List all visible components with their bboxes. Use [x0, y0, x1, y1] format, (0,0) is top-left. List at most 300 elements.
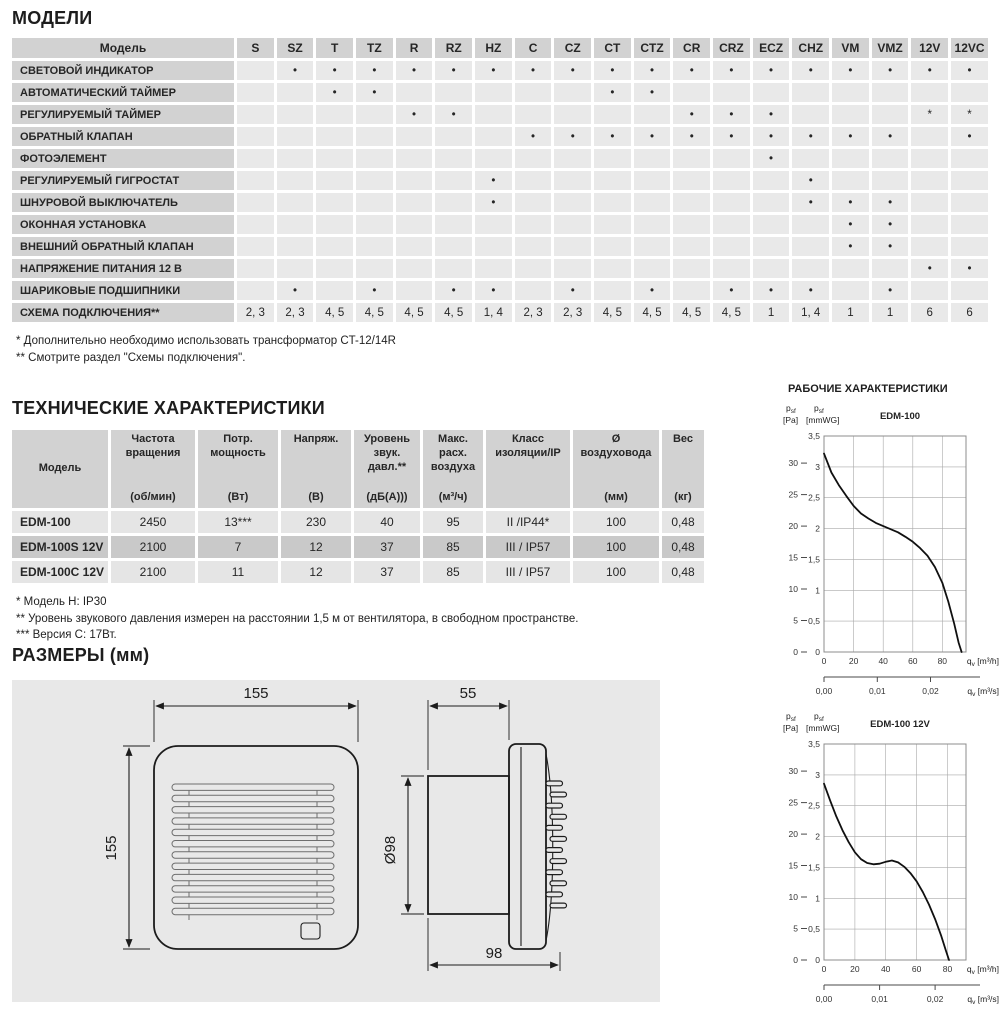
svg-text:20: 20: [850, 964, 860, 974]
model-column-header: VMZ: [872, 38, 909, 58]
svg-text:0,00: 0,00: [815, 994, 833, 1004]
tech-header-name: Уровень звук. давл.**: [363, 433, 410, 473]
dimensions-section: [12, 645, 662, 1002]
feature-row-label: ШАРИКОВЫЕ ПОДШИПНИКИ: [12, 281, 234, 300]
feature-cell: [237, 83, 274, 102]
tech-value-cell: 2450: [111, 511, 195, 533]
tech-model-cell: EDM-100S 12V: [12, 536, 108, 558]
front-width-label: 155: [243, 685, 269, 702]
feature-cell: [713, 83, 750, 102]
feature-cell: •: [753, 127, 790, 146]
model-column-header: CTZ: [634, 38, 671, 58]
feature-row-label: АВТОМАТИЧЕСКИЙ ТАЙМЕР: [12, 83, 234, 102]
tech-header-name: Класс изоляции/IP: [495, 433, 561, 459]
feature-cell: [316, 237, 353, 256]
svg-text:30: 30: [788, 458, 798, 469]
svg-text:0,01: 0,01: [869, 686, 886, 696]
feature-cell: •: [475, 171, 512, 190]
duct-tube: [428, 776, 509, 914]
svg-text:3,5: 3,5: [808, 739, 820, 749]
feature-cell: •: [872, 281, 909, 300]
feature-cell: [237, 281, 274, 300]
feature-cell: •: [634, 61, 671, 80]
tech-footnotes: [16, 594, 682, 644]
feature-cell: [396, 215, 433, 234]
feature-cell: [792, 215, 829, 234]
feature-cell: [435, 149, 472, 168]
feature-cell: [872, 83, 909, 102]
feature-cell: [872, 259, 909, 278]
feature-cell: •: [753, 61, 790, 80]
tech-value-cell: 37: [354, 536, 420, 558]
models-section-title: МОДЕЛИ: [12, 8, 93, 28]
tech-header-cell: [423, 430, 483, 508]
feature-cell: •: [515, 127, 552, 146]
tech-model-cell: EDM-100C 12V: [12, 561, 108, 583]
feature-cell: [237, 127, 274, 146]
feature-cell: [872, 149, 909, 168]
feature-cell: [832, 83, 869, 102]
dimensions-drawing: [12, 680, 660, 1002]
feature-cell: 1: [832, 303, 869, 322]
feature-cell: [515, 149, 552, 168]
feature-cell: •: [673, 127, 710, 146]
svg-text:0,02: 0,02: [926, 994, 944, 1004]
feature-cell: 4, 5: [356, 303, 393, 322]
feature-cell: 4, 5: [396, 303, 433, 322]
feature-cell: •: [396, 105, 433, 124]
feature-cell: [277, 83, 314, 102]
performance-chart-edm-100: [778, 399, 1000, 699]
svg-text:20: 20: [848, 656, 859, 666]
tech-header-name: Частота вращения: [125, 433, 181, 459]
svg-text:0,00: 0,00: [815, 686, 833, 696]
feature-cell: •: [396, 61, 433, 80]
duct-diameter-dimension: [382, 776, 424, 914]
svg-text:psf: $p_{sf}$: [786, 711, 796, 723]
svg-text:0: 0: [821, 656, 827, 666]
feature-cell: [316, 149, 353, 168]
feature-row: [12, 61, 988, 80]
feature-cell: [713, 259, 750, 278]
feature-cell: [951, 237, 988, 256]
feature-row-label: ШНУРОВОЙ ВЫКЛЮЧАТЕЛЬ: [12, 193, 234, 212]
feature-cell: [792, 259, 829, 278]
feature-row: [12, 215, 988, 234]
feature-cell: [951, 215, 988, 234]
svg-text:[Pa]: [Pa]: [783, 415, 799, 425]
svg-text:10: 10: [788, 584, 798, 594]
feature-cell: [554, 83, 591, 102]
feature-cell: 4, 5: [435, 303, 472, 322]
feature-cell: [515, 281, 552, 300]
svg-text:0: 0: [815, 955, 820, 965]
feature-cell: [515, 105, 552, 124]
feature-cell: •: [753, 149, 790, 168]
feature-cell: [316, 259, 353, 278]
feature-cell: [277, 237, 314, 256]
svg-text:qv [m³/h]: $q_v$ [m³/h]: [966, 964, 999, 976]
feature-cell: [554, 105, 591, 124]
tech-value-cell: III / IP57: [486, 536, 570, 558]
feature-cell: •: [832, 61, 869, 80]
feature-cell: [911, 127, 948, 146]
svg-text:2,5: 2,5: [808, 492, 820, 503]
feature-cell: [277, 215, 314, 234]
feature-cell: [237, 105, 274, 124]
feature-cell: [554, 215, 591, 234]
tech-header-unit: (дБ(А))): [366, 491, 408, 504]
feature-cell: [316, 171, 353, 190]
fan-side-view: [428, 744, 567, 949]
front-height-dimension: [103, 746, 150, 949]
feature-row: [12, 281, 988, 300]
tech-header-unit: (кг): [674, 491, 692, 504]
tech-specs-table: [9, 427, 707, 586]
feature-cell: •: [634, 127, 671, 146]
svg-text:qv [m³/h]: $q_v$ [m³/h]: [966, 656, 999, 668]
feature-cell: •: [435, 61, 472, 80]
feature-cell: •: [594, 127, 631, 146]
feature-cell: [237, 215, 274, 234]
mounting-plate: [509, 744, 546, 949]
feature-cell: [515, 215, 552, 234]
tech-value-cell: 95: [423, 511, 483, 533]
feature-cell: [713, 237, 750, 256]
feature-cell: [951, 193, 988, 212]
feature-cell: [673, 281, 710, 300]
body-depth-dimension: [428, 685, 509, 770]
tech-value-cell: III / IP57: [486, 561, 570, 583]
feature-cell: •: [951, 61, 988, 80]
feature-cell: 1, 4: [792, 303, 829, 322]
feature-cell: [792, 105, 829, 124]
svg-text:15: 15: [788, 552, 798, 563]
svg-text:psf: $p_{sf}$: [814, 403, 824, 415]
feature-cell: [594, 237, 631, 256]
models-section: [12, 8, 992, 366]
feature-cell: [792, 149, 829, 168]
feature-cell: •: [713, 61, 750, 80]
feature-cell: [396, 281, 433, 300]
feature-cell: [832, 105, 869, 124]
tech-header-cell: [486, 430, 570, 508]
feature-cell: •: [554, 61, 591, 80]
footnote: *** Версия C: 17Вт.: [16, 629, 117, 642]
body-depth-label: 55: [459, 685, 477, 702]
feature-cell: 4, 5: [316, 303, 353, 322]
feature-cell: [356, 259, 393, 278]
feature-cell: •: [594, 61, 631, 80]
model-column-header: C: [515, 38, 552, 58]
svg-text:0,5: 0,5: [808, 616, 820, 627]
feature-cell: [237, 193, 274, 212]
feature-cell: [316, 281, 353, 300]
model-column-header: CZ: [554, 38, 591, 58]
svg-text:0: 0: [821, 964, 827, 974]
feature-cell: •: [872, 61, 909, 80]
performance-chart-edm-100-12v: [778, 707, 1000, 1007]
feature-cell: [673, 193, 710, 212]
tech-header-cell: [573, 430, 659, 508]
feature-cell: •: [872, 237, 909, 256]
tech-header-name: Потр. мощность: [210, 433, 266, 459]
models-header-row: [12, 38, 988, 58]
feature-cell: [475, 105, 512, 124]
feature-row-label: РЕГУЛИРУЕМЫЙ ТАЙМЕР: [12, 105, 234, 124]
svg-text:1,5: 1,5: [808, 554, 820, 565]
feature-cell: [753, 215, 790, 234]
feature-cell: [356, 171, 393, 190]
tech-header-name: Напряж.: [293, 433, 339, 445]
feature-cell: [872, 105, 909, 124]
model-column-header: R: [396, 38, 433, 58]
tech-value-cell: 230: [281, 511, 351, 533]
feature-cell: [673, 171, 710, 190]
footnote: ** Уровень звукового давления измерен на расстоянии 1,5 м от вентилятора, в свободном пространстве.: [16, 612, 579, 625]
feature-cell: 1: [872, 303, 909, 322]
feature-cell: •: [356, 83, 393, 102]
feature-cell: [316, 105, 353, 124]
tech-value-cell: 0,48: [662, 511, 704, 533]
feature-cell: [554, 149, 591, 168]
tech-value-cell: 12: [281, 536, 351, 558]
feature-cell: [396, 149, 433, 168]
models-footnotes: [16, 333, 992, 366]
feature-cell: [911, 193, 948, 212]
tech-value-cell: 100: [573, 536, 659, 558]
feature-cell: [356, 237, 393, 256]
total-depth-label: 98: [485, 945, 503, 962]
feature-cell: •: [832, 127, 869, 146]
tech-value-cell: 40: [354, 511, 420, 533]
feature-cell: •: [911, 259, 948, 278]
feature-cell: •: [951, 259, 988, 278]
feature-cell: •: [554, 281, 591, 300]
feature-cell: [237, 61, 274, 80]
feature-cell: [594, 171, 631, 190]
feature-cell: [951, 281, 988, 300]
feature-cell: 2, 3: [277, 303, 314, 322]
feature-cell: •: [277, 61, 314, 80]
svg-text:15: 15: [788, 860, 798, 871]
feature-cell: [753, 171, 790, 190]
svg-text:3: 3: [815, 461, 820, 472]
feature-cell: •: [832, 193, 869, 212]
feature-row: [12, 259, 988, 278]
feature-cell: [475, 83, 512, 102]
tech-row: [12, 511, 704, 533]
tech-value-cell: 11: [198, 561, 278, 583]
tech-section: [12, 398, 695, 644]
feature-cell: [951, 83, 988, 102]
svg-text:qv [m³/s]: $q_v$ [m³/s]: [967, 994, 999, 1006]
svg-text:20: 20: [788, 829, 798, 840]
feature-cell: [515, 171, 552, 190]
svg-text:80: 80: [942, 964, 953, 974]
feature-cell: •: [356, 61, 393, 80]
model-column-header: VM: [832, 38, 869, 58]
feature-cell: [475, 259, 512, 278]
svg-text:25: 25: [788, 489, 798, 500]
feature-cell: [277, 127, 314, 146]
feature-cell: •: [713, 105, 750, 124]
tech-value-cell: II /IP44*: [486, 511, 570, 533]
feature-cell: [475, 149, 512, 168]
footnote: * Модель H: IP30: [16, 596, 107, 608]
feature-row: [12, 105, 988, 124]
feature-cell: [356, 127, 393, 146]
model-column-header: CHZ: [792, 38, 829, 58]
svg-text:3,5: 3,5: [808, 431, 820, 441]
fan-front-view: [154, 746, 358, 949]
feature-cell: [911, 171, 948, 190]
feature-cell: •: [792, 193, 829, 212]
feature-cell: •: [713, 127, 750, 146]
feature-cell: [753, 237, 790, 256]
feature-cell: •: [475, 281, 512, 300]
feature-cell: •: [594, 83, 631, 102]
feature-cell: 2, 3: [237, 303, 274, 322]
tech-header-cell: [354, 430, 420, 508]
feature-cell: [475, 237, 512, 256]
feature-cell: [396, 127, 433, 146]
svg-text:20: 20: [788, 521, 798, 532]
tech-section-title: ТЕХНИЧЕСКИЕ ХАРАКТЕРИСТИКИ: [12, 398, 325, 418]
tech-value-cell: 0,48: [662, 536, 704, 558]
feature-cell: 6: [951, 303, 988, 322]
feature-cell: [792, 237, 829, 256]
model-column-header: S: [237, 38, 274, 58]
feature-cell: [911, 237, 948, 256]
feature-cell: [713, 149, 750, 168]
feature-cell: [713, 171, 750, 190]
feature-cell: [435, 237, 472, 256]
charts-section-title: РАБОЧИЕ ХАРАКТЕРИСТИКИ: [788, 383, 948, 395]
feature-row-label: НАПРЯЖЕНИЕ ПИТАНИЯ 12 В: [12, 259, 234, 278]
feature-row-label: СВЕТОВОЙ ИНДИКАТОР: [12, 61, 234, 80]
tech-value-cell: 7: [198, 536, 278, 558]
model-column-header: RZ: [435, 38, 472, 58]
feature-row: [12, 171, 988, 190]
tech-value-cell: 37: [354, 561, 420, 583]
feature-cell: •: [673, 61, 710, 80]
fan-curve: [824, 454, 962, 652]
feature-cell: [356, 193, 393, 212]
svg-text:5: 5: [793, 615, 798, 626]
feature-cell: [594, 193, 631, 212]
fan-curve: [824, 784, 949, 960]
feature-row-label: ОБРАТНЫЙ КЛАПАН: [12, 127, 234, 146]
duct-diameter-label: Ø98: [382, 835, 399, 865]
tech-header-name: Макс. расх. воздуха: [430, 433, 476, 473]
feature-cell: [634, 237, 671, 256]
feature-cell: •: [872, 215, 909, 234]
feature-cell: [396, 83, 433, 102]
spring-clips: [546, 781, 567, 908]
model-column-header: SZ: [277, 38, 314, 58]
svg-text:3: 3: [815, 769, 820, 780]
model-column-header: ECZ: [753, 38, 790, 58]
feature-cell: [673, 237, 710, 256]
feature-cell: [792, 83, 829, 102]
feature-row-label: ОКОННАЯ УСТАНОВКА: [12, 215, 234, 234]
svg-text:0: 0: [793, 647, 798, 657]
feature-cell: [515, 83, 552, 102]
feature-cell: •: [792, 281, 829, 300]
feature-cell: [277, 193, 314, 212]
tech-header-name: Вес: [672, 433, 694, 445]
feature-cell: [832, 259, 869, 278]
svg-text:40: 40: [878, 656, 888, 666]
svg-text:60: 60: [911, 964, 922, 974]
feature-cell: [237, 237, 274, 256]
feature-cell: [475, 127, 512, 146]
tech-value-cell: 2100: [111, 536, 195, 558]
feature-cell: [832, 281, 869, 300]
feature-cell: •: [634, 83, 671, 102]
feature-cell: •: [316, 61, 353, 80]
tech-header-name: Модель: [38, 462, 82, 475]
tech-value-cell: 85: [423, 536, 483, 558]
tech-row: [12, 561, 704, 583]
grille-louvres: [172, 784, 334, 915]
indicator-window: [301, 923, 320, 939]
feature-cell: [316, 127, 353, 146]
feature-cell: [277, 171, 314, 190]
models-header-model: Модель: [12, 38, 234, 58]
tech-value-cell: 12: [281, 561, 351, 583]
svg-text:0,5: 0,5: [808, 924, 820, 935]
model-column-header: TZ: [356, 38, 393, 58]
feature-cell: 4, 5: [673, 303, 710, 322]
feature-row: [12, 83, 988, 102]
model-column-header: 12V: [911, 38, 948, 58]
feature-cell: [634, 259, 671, 278]
dimensions-section-title: РАЗМЕРЫ (мм): [12, 645, 150, 665]
feature-cell: 4, 5: [594, 303, 631, 322]
feature-cell: [554, 237, 591, 256]
svg-text:[mmWG]: [mmWG]: [806, 723, 840, 733]
front-width-dimension: [154, 685, 358, 742]
feature-cell: •: [515, 61, 552, 80]
feature-cell: •: [792, 61, 829, 80]
feature-cell: •: [475, 61, 512, 80]
feature-cell: [435, 193, 472, 212]
feature-cell: [316, 215, 353, 234]
feature-cell: 1: [753, 303, 790, 322]
svg-text:2: 2: [815, 523, 820, 534]
tech-header-unit: (мм): [604, 491, 628, 504]
feature-row: [12, 149, 988, 168]
feature-cell: •: [872, 193, 909, 212]
feature-cell: •: [753, 105, 790, 124]
feature-cell: *: [951, 105, 988, 124]
svg-text:0,02: 0,02: [922, 686, 939, 696]
tech-header-cell: [12, 430, 108, 508]
tech-header-unit: (Вт): [227, 491, 249, 504]
tech-header-cell: [198, 430, 278, 508]
svg-text:80: 80: [937, 656, 948, 666]
svg-text:10: 10: [788, 892, 798, 902]
feature-cell: [634, 215, 671, 234]
feature-cell: •: [911, 61, 948, 80]
feature-cell: [911, 215, 948, 234]
feature-cell: 6: [911, 303, 948, 322]
feature-cell: [753, 193, 790, 212]
total-depth-dimension: [428, 918, 560, 971]
feature-cell: •: [475, 193, 512, 212]
